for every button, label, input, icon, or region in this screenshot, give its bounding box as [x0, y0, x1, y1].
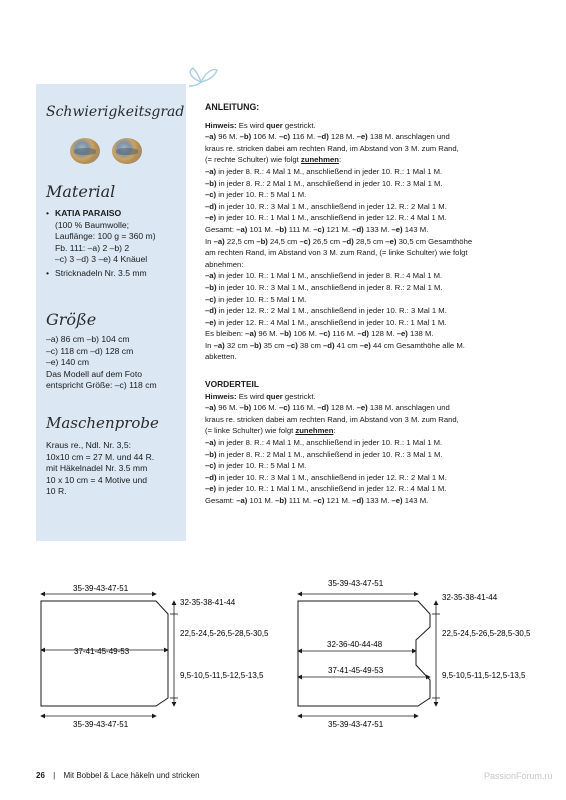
instruction-line: –a) in jeder 10. R.: 1 Mal 1 M., anschließend in jeder 8. R.: 4 Mal 1 M. — [205, 271, 443, 281]
size-line: –c) 118 cm –d) 128 cm — [46, 345, 134, 356]
page-footer — [36, 771, 200, 780]
size-line: –a) 86 cm –b) 104 cm — [46, 334, 130, 344]
instruction-line: –a) in jeder 8. R.: 4 Mal 1 M., anschließend in jeder 10. R.: 1 Mal 1 M. — [205, 438, 443, 448]
instruction-line: –e) in jeder 12. R.: 4 Mal 1 M., anschließend in jeder 10. R.: 1 Mal 1 M. — [205, 317, 447, 327]
gauge-line: mit Häkelnadel Nr. 3.5 mm — [46, 463, 148, 473]
yarn-detail: Fb. 111: –a) 2 –b) 2 — [55, 242, 130, 253]
front-piece-section — [205, 391, 535, 507]
instruction-line: Es bleiben: –a) 96 M. –b) 106 M. –c) 116 M. –d) 128 M. –e) 138 M. — [205, 329, 434, 339]
watermark: PassionForum.ru — [484, 771, 553, 781]
instruction-line: kraus re. stricken dabei am rechten Rand, im Abstand von 3 M. zum Rand, — [205, 414, 459, 424]
front-top-width-label: 35-39-43-47-51 — [328, 579, 384, 588]
front-height-label: 32-35-38-41-44 — [442, 593, 498, 602]
material-item-needles — [46, 268, 182, 280]
instruction-line: –b) in jeder 10. R.: 3 Mal 1 M., anschließend in jeder 8. R.: 2 Mal 1 M. — [205, 282, 443, 292]
page-number: 26 — [36, 771, 45, 780]
yarn-detail: Lauflänge: 100 g = 360 m) — [55, 231, 156, 241]
gauge-line: Kraus re., Ndl. Nr. 3,5: — [46, 440, 132, 450]
instruction-line: –e) in jeder 10. R.: 1 Mal 1 M., anschließend in jeder 12. R.: 4 Mal 1 M. — [205, 213, 447, 223]
material-heading: Material — [46, 182, 116, 201]
instruction-line: abketten. — [205, 352, 237, 362]
magazine-title: Mit Bobbel & Lace häkeln und stricken — [63, 771, 200, 780]
instruction-line: am rechten Rand, im Abstand von 3 M. zum Rand, (= linke Schulter) wie folgt — [205, 248, 468, 258]
gauge-line: 10x10 cm = 27 M. und 44 R. — [46, 451, 155, 462]
size-line: –e) 140 cm — [46, 357, 89, 367]
instruction-line: –d) in jeder 10. R.: 3 Mal 1 M., anschließend in jeder 12. R.: 2 Mal 1 M. — [205, 201, 447, 211]
yarn-ball-icon — [70, 138, 100, 164]
instruction-line: In –a) 32 cm –b) 35 cm –c) 38 cm –d) 41 cm –e) 44 cm Gesamthöhe alle M. — [205, 340, 465, 350]
needles-detail: • Stricknadeln Nr. 3.5 mm — [55, 267, 147, 278]
front-bottom-width-label: 35-39-43-47-51 — [328, 720, 384, 729]
info-sidebar — [36, 84, 186, 541]
size-line: Das Modell auf dem Foto — [46, 368, 143, 379]
material-item-yarn — [46, 208, 182, 266]
instruction-line: kraus re. stricken dabei am rechten Rand, im Abstand von 3 M. zum Rand, — [205, 143, 459, 153]
back-armhole-label: 22,5-24,5-26,5-28,5-30,5 — [180, 629, 269, 638]
back-side-label: 9,5-10,5-11,5-12,5-13,5 — [180, 671, 264, 680]
material-list — [46, 208, 182, 279]
instruction-line: Gesamt: –a) 101 M. –b) 111 M. –c) 121 M. –d) 133 M. –e) 143 M. — [205, 496, 429, 505]
instruction-line: –a) in jeder 8. R.: 4 Mal 1 M., anschließend in jeder 10. R.: 1 Mal 1 M. — [205, 166, 443, 176]
instruction-line: –c) in jeder 10. R.: 5 Mal 1 M. — [205, 294, 307, 304]
yarn-detail: –c) 3 –d) 3 –e) 4 Knäuel — [55, 254, 148, 264]
instruction-line: In –a) 22,5 cm –b) 24,5 cm –c) 26,5 cm –d) 28,5 cm –e) 30,5 cm Gesamthöhe — [205, 236, 473, 246]
back-top-width-label: 35-39-43-47-51 — [73, 584, 129, 593]
instruction-line: Hinweis: Es wird quer gestrickt. — [205, 120, 316, 130]
yarn-ball-icon — [112, 138, 142, 164]
instruction-line: –b) in jeder 8. R.: 2 Mal 1 M., anschließend in jeder 10. R.: 3 Mal 1 M. — [205, 178, 443, 188]
back-schematic — [41, 584, 269, 729]
gauge-heading: Maschenprobe — [46, 414, 159, 432]
front-schematic — [298, 579, 531, 729]
yarn-name: • KATIA PARAISO — [55, 208, 122, 218]
front-armhole-label: 22,5-24,5-26,5-28,5-30,5 — [442, 629, 531, 638]
instruction-line: abnehmen: — [205, 259, 244, 269]
difficulty-heading: Schwierigkeitsgrad — [46, 104, 185, 120]
leaf-ornament-icon — [183, 64, 223, 88]
back-piece-section — [205, 120, 535, 363]
schematic-diagrams — [0, 570, 566, 740]
instruction-line: –d) in jeder 10. R.: 3 Mal 1 M., anschließend in jeder 12. R.: 2 Mal 1 M. — [205, 472, 447, 482]
back-mid-width-label: 37-41-45-49-53 — [74, 647, 130, 656]
instruction-line: –a) 96 M. –b) 106 M. –c) 116 M. –d) 128 M. –e) 138 M. anschlagen und — [205, 132, 450, 142]
back-height-label: 32-35-38-41-44 — [180, 598, 236, 607]
size-heading: Größe — [46, 310, 97, 329]
yarn-detail: (100 % Baumwolle; — [55, 219, 130, 230]
gauge-line: 10 x 10 cm = 4 Motive und — [46, 474, 148, 485]
instruction-line: –e) in jeder 10. R.: 1 Mal 1 M., anschließend in jeder 12. R.: 4 Mal 1 M. — [205, 484, 447, 494]
gauge-list — [46, 440, 182, 498]
instruction-line: –c) in jeder 10. R.: 5 Mal 1 M. — [205, 461, 307, 471]
footer-separator: | — [53, 771, 56, 780]
instruction-line: Hinweis: Es wird quer gestrickt. — [205, 391, 316, 401]
instruction-line: (= linke Schulter) wie folgt zunehmen: — [205, 426, 336, 436]
gauge-line: 10 R. — [46, 486, 67, 496]
front-mid-width-label: 37-41-45-49-53 — [328, 666, 384, 675]
front-neck-label: 32-36-40-44-48 — [327, 640, 383, 649]
front-side-label: 9,5-10,5-11,5-12,5-13,5 — [442, 671, 526, 680]
instruction-line: –d) in jeder 12. R.: 2 Mal 1 M., anschließend in jeder 10. R.: 3 Mal 1 M. — [205, 306, 447, 316]
instruction-line: –c) in jeder 10. R.: 5 Mal 1 M. — [205, 190, 307, 200]
instructions — [205, 102, 535, 507]
instruction-line: (= rechte Schulter) wie folgt zunehmen: — [205, 155, 342, 165]
instruction-line: –a) 96 M. –b) 106 M. –c) 116 M. –d) 128 M. –e) 138 M. anschlagen und — [205, 403, 450, 413]
instructions-heading: ANLEITUNG: — [205, 102, 260, 112]
back-bottom-width-label: 35-39-43-47-51 — [73, 720, 129, 729]
size-list — [46, 334, 182, 392]
size-line: entspricht Größe: –c) 118 cm — [46, 380, 157, 390]
instruction-line: Gesamt: –a) 101 M. –b) 111 M. –c) 121 M. –d) 133 M. –e) 143 M. — [205, 224, 429, 234]
instruction-line: –b) in jeder 8. R.: 2 Mal 1 M., anschließend in jeder 10. R.: 3 Mal 1 M. — [205, 449, 443, 459]
front-piece-heading: VORDERTEIL — [205, 379, 259, 390]
